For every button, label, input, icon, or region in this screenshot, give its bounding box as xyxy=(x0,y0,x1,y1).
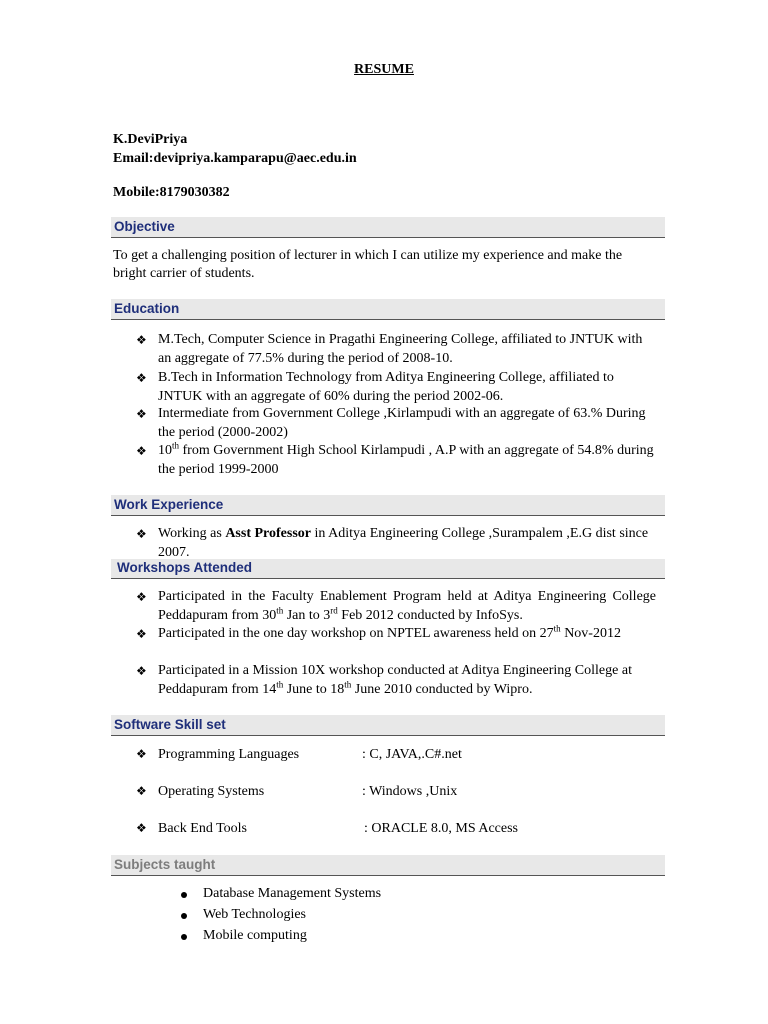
skill-label: Programming Languages xyxy=(158,747,300,762)
diamond-bullet-icon: ❖ xyxy=(136,784,147,798)
diamond-bullet-icon: ❖ xyxy=(136,821,147,835)
skill-label: Operating Systems xyxy=(158,784,265,799)
skill-value: : ORACLE 8.0, MS Access xyxy=(364,821,518,836)
workshops-heading-label: Workshops Attended xyxy=(117,560,253,575)
dot-bullet-icon xyxy=(181,934,187,940)
candidate-name: K.DeviPriya xyxy=(113,132,188,147)
diamond-bullet-icon: ❖ xyxy=(136,527,147,541)
skill-value: : C, JAVA,.C#.net xyxy=(362,747,462,762)
work-experience-heading-label: Work Experience xyxy=(114,497,224,512)
education-item-text: 10th from Government High School Kirlampudi , A.P with an aggregate of 54.8% during the period 1999-2000 xyxy=(158,440,654,477)
education-heading xyxy=(111,299,665,320)
subject-item: Mobile computing xyxy=(203,928,307,943)
diamond-bullet-icon: ❖ xyxy=(136,407,147,421)
objective-text: To get a challenging position of lecturer in which I can utilize my experience and make the bright carrier of students. xyxy=(113,248,623,281)
education-item-text: M.Tech, Computer Science in Pragathi Engineering College, affiliated to JNTUK with an aggregate of 77.5% during the period of 2008-10. xyxy=(158,332,643,366)
workshops-heading xyxy=(111,559,665,579)
workshop-item-text: Participated in a Mission 10X workshop conducted at Aditya Engineering College at Peddapuram from 14th June to 18th June 2010 conducted by Wipro. xyxy=(158,663,632,697)
software-skills-heading-label: Software Skill set xyxy=(114,717,226,732)
education-item xyxy=(136,405,656,442)
dot-bullet-icon xyxy=(181,892,187,898)
workshop-item-text: Participated in the one day workshop on NPTEL awareness held on 27th Nov-2012 xyxy=(158,623,621,641)
diamond-bullet-icon: ❖ xyxy=(136,664,147,678)
skill-label: Back End Tools xyxy=(158,821,247,836)
dot-bullet-icon xyxy=(181,913,187,919)
diamond-bullet-icon: ❖ xyxy=(136,627,147,641)
diamond-bullet-icon: ❖ xyxy=(136,333,147,347)
subjects-heading-label: Subjects taught xyxy=(114,857,216,872)
diamond-bullet-icon: ❖ xyxy=(136,444,147,458)
work-item xyxy=(136,525,656,562)
education-heading-label: Education xyxy=(114,301,180,316)
education-item xyxy=(136,369,656,406)
education-item-text: B.Tech in Information Technology from Aditya Engineering College, affiliated to JNTUK with an aggregate of 60% during the period 2002-06. xyxy=(158,370,614,404)
workshop-item xyxy=(136,588,656,625)
education-item xyxy=(136,442,656,479)
education-item xyxy=(136,331,656,368)
education-item-text: Intermediate from Government College ,Kirlampudi with an aggregate of 63.% During the period (2000-2002) xyxy=(158,406,646,440)
diamond-bullet-icon: ❖ xyxy=(136,371,147,385)
objective-heading-label: Objective xyxy=(114,219,175,234)
software-skills-heading xyxy=(111,715,665,736)
diamond-bullet-icon: ❖ xyxy=(136,747,147,761)
mobile-line: Mobile:8179030382 xyxy=(113,185,230,200)
page-title: RESUME xyxy=(354,62,414,77)
work-item-text: Working as Asst Professor in Aditya Engineering College ,Surampalem ,E.G dist since 2007. xyxy=(158,526,649,560)
subject-item: Database Management Systems xyxy=(203,886,382,901)
workshop-item xyxy=(136,625,656,644)
workshop-item-text: Participated in the Faculty Enablement Program held at Aditya Engineering College Peddapuram from 30th Jan to 3rd Feb 2012 conducted by InfoSys. xyxy=(158,589,656,623)
skill-value: : Windows ,Unix xyxy=(362,784,458,799)
work-experience-heading xyxy=(111,495,665,516)
workshop-item xyxy=(136,662,656,699)
diamond-bullet-icon: ❖ xyxy=(136,590,147,604)
subjects-heading xyxy=(111,855,665,876)
email-line: Email:devipriya.kamparapu@aec.edu.in xyxy=(113,151,357,166)
objective-heading xyxy=(111,217,665,238)
subject-item: Web Technologies xyxy=(203,907,306,922)
